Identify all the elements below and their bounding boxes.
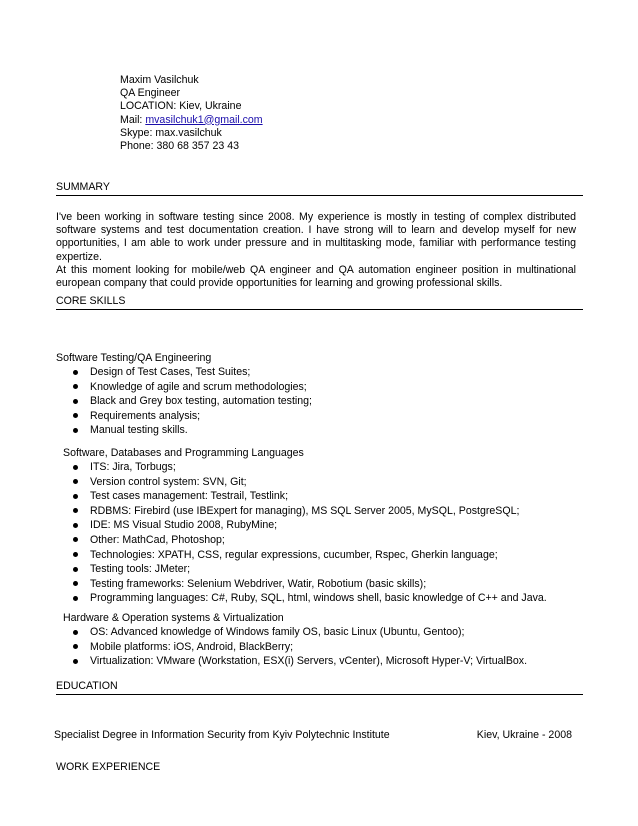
list-item: Testing tools: JMeter; [70, 562, 547, 577]
list-item: Virtualization: VMware (Workstation, ESX(i) Servers, vCenter), Microsoft Hyper-V; VirtualBox. [70, 654, 527, 669]
list-item: IDE: MS Visual Studio 2008, RubyMine; [70, 518, 547, 533]
skype: Skype: max.vasilchuk [120, 126, 222, 139]
skill-group-label-software: Software, Databases and Programming Languages [63, 447, 304, 459]
phone: Phone: 380 68 357 23 43 [120, 140, 239, 153]
list-item: Requirements analysis; [70, 409, 312, 424]
skill-group-label-hardware: Hardware & Operation systems & Virtualization [63, 612, 284, 624]
list-item: Technologies: XPATH, CSS, regular expressions, cucumber, Rspec, Gherkin language; [70, 548, 547, 563]
list-item: RDBMS: Firebird (use IBExpert for managing), MS SQL Server 2005, MySQL, PostgreSQL; [70, 504, 547, 519]
education-heading: EDUCATION [56, 680, 583, 695]
job-title: QA Engineer [120, 87, 181, 100]
list-item: Version control system: SVN, Git; [70, 475, 547, 490]
mail-line [120, 114, 263, 127]
summary-paragraph-1: I've been working in software testing since 2008. My experience is mostly in testing of complex distributed software systems and test documentation creation. I have strong will to learn and develop myself for new opportunities, I am able to work under pressure and in multitasking mode, familiar with performance testing expertize. [56, 211, 576, 263]
full-name: Maxim Vasilchuk [120, 74, 199, 86]
list-item: Testing frameworks: Selenium Webdriver, Watir, Robotium (basic skills); [70, 577, 547, 592]
skill-list-software [70, 460, 547, 606]
location: LOCATION: Kiev, Ukraine [120, 100, 242, 113]
education-degree: Specialist Degree in Information Security from Kyiv Polytechnic Institute [54, 729, 390, 741]
skill-group-label-testing: Software Testing/QA Engineering [56, 352, 212, 364]
list-item: Test cases management: Testrail, Testlink; [70, 489, 547, 504]
list-item: Black and Grey box testing, automation testing; [70, 394, 312, 409]
education-place-year: Kiev, Ukraine - 2008 [476, 729, 572, 741]
core-skills-heading: CORE SKILLS [56, 295, 583, 310]
list-item: Knowledge of agile and scrum methodologies; [70, 380, 312, 395]
list-item: OS: Advanced knowledge of Windows family OS, basic Linux (Ubuntu, Gentoo); [70, 625, 527, 640]
list-item: Design of Test Cases, Test Suites; [70, 365, 312, 380]
list-item: ITS: Jira, Torbugs; [70, 460, 547, 475]
mail-label: Mail: [120, 113, 146, 126]
list-item: Other: MathCad, Photoshop; [70, 533, 547, 548]
contact-block [120, 74, 263, 153]
summary-text [56, 211, 576, 290]
mail-link[interactable]: mvasilchuk1@gmail.com [145, 113, 263, 126]
list-item: Programming languages: C#, Ruby, SQL, html, windows shell, basic knowledge of C++ and Java. [70, 591, 547, 606]
summary-paragraph-2: At this moment looking for mobile/web QA engineer and QA automation engineer position in multinational european company that could provide opportunities for learning and growing professional skills. [56, 263, 576, 290]
list-item: Mobile platforms: iOS, Android, BlackBerry; [70, 640, 527, 655]
summary-heading: SUMMARY [56, 181, 583, 196]
skill-list-testing [70, 365, 312, 438]
work-experience-heading: WORK EXPERIENCE [56, 761, 161, 773]
skill-list-hardware [70, 625, 527, 669]
list-item: Manual testing skills. [70, 423, 312, 438]
